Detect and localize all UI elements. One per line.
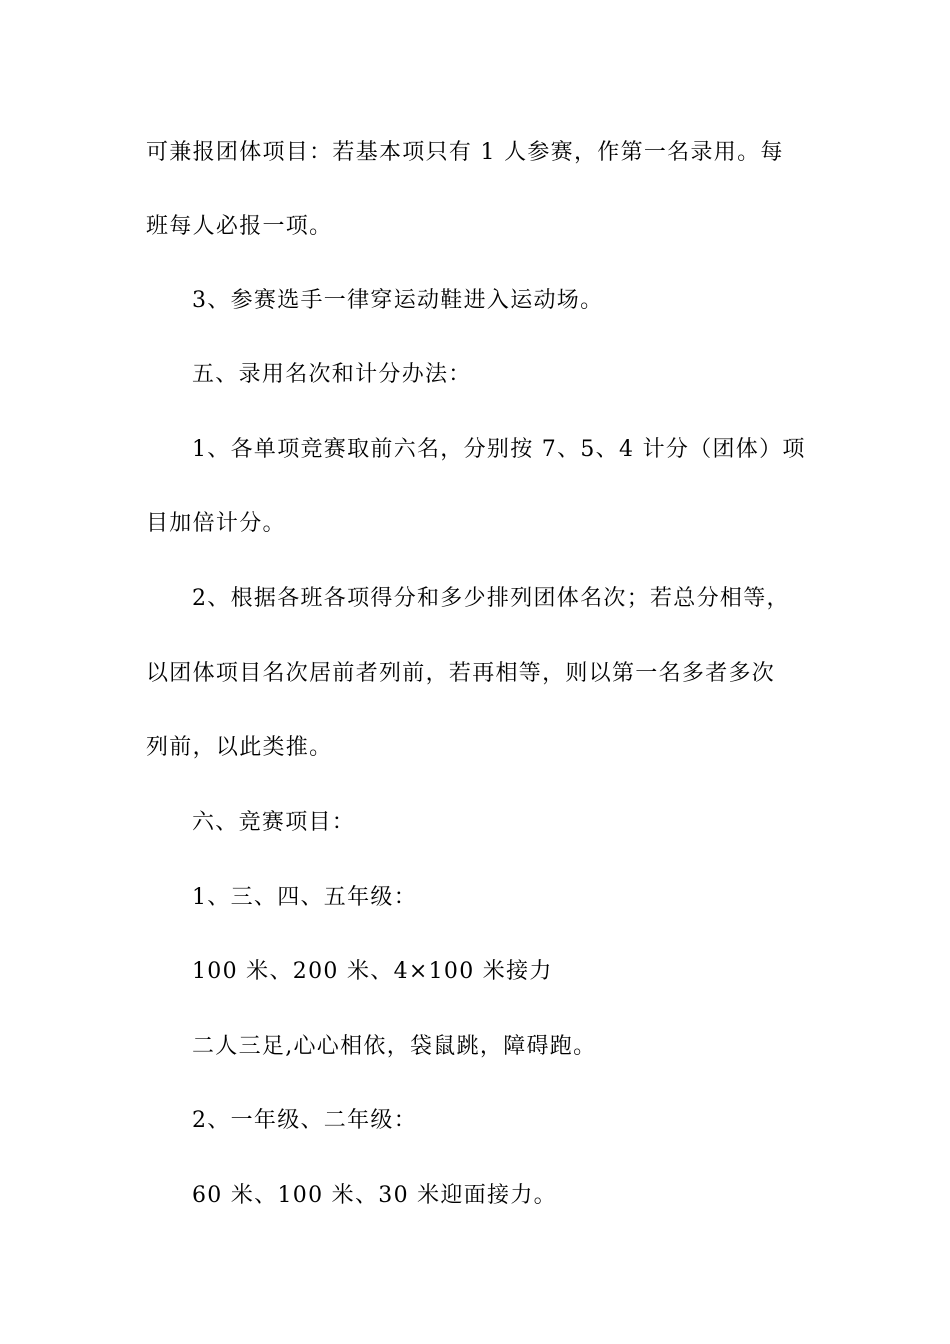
section-heading: 六、竞赛项目： [192,810,356,835]
paragraph-line: 1、三、四、五年级： [192,885,417,910]
paragraph-line: 1、各单项竞赛取前六名，分别按 7、5、4 计分（团体）项 [192,437,806,462]
paragraph-line: 100 米、200 米、4×100 米接力 [192,959,553,984]
paragraph-line: 3、参赛选手一律穿运动鞋进入运动场。 [192,288,604,313]
paragraph-line: 60 米、100 米、30 米迎面接力。 [192,1183,557,1208]
paragraph-line: 目加倍计分。 [146,511,286,536]
paragraph-line: 2、根据各班各项得分和多少排列团体名次；若总分相等， [192,586,790,611]
paragraph-line: 列前，以此类推。 [146,735,333,760]
paragraph-line: 二人三足,心心相依，袋鼠跳，障碍跑。 [192,1034,597,1059]
paragraph-line: 以团体项目名次居前者列前，若再相等，则以第一名多者多次 [146,661,776,686]
paragraph-line: 可兼报团体项目：若基本项只有 1 人参赛，作第一名录用。每 [146,140,784,165]
paragraph-line: 班每人必报一项。 [146,214,333,239]
section-heading: 五、录用名次和计分办法： [192,362,472,387]
paragraph-line: 2、一年级、二年级： [192,1108,417,1133]
